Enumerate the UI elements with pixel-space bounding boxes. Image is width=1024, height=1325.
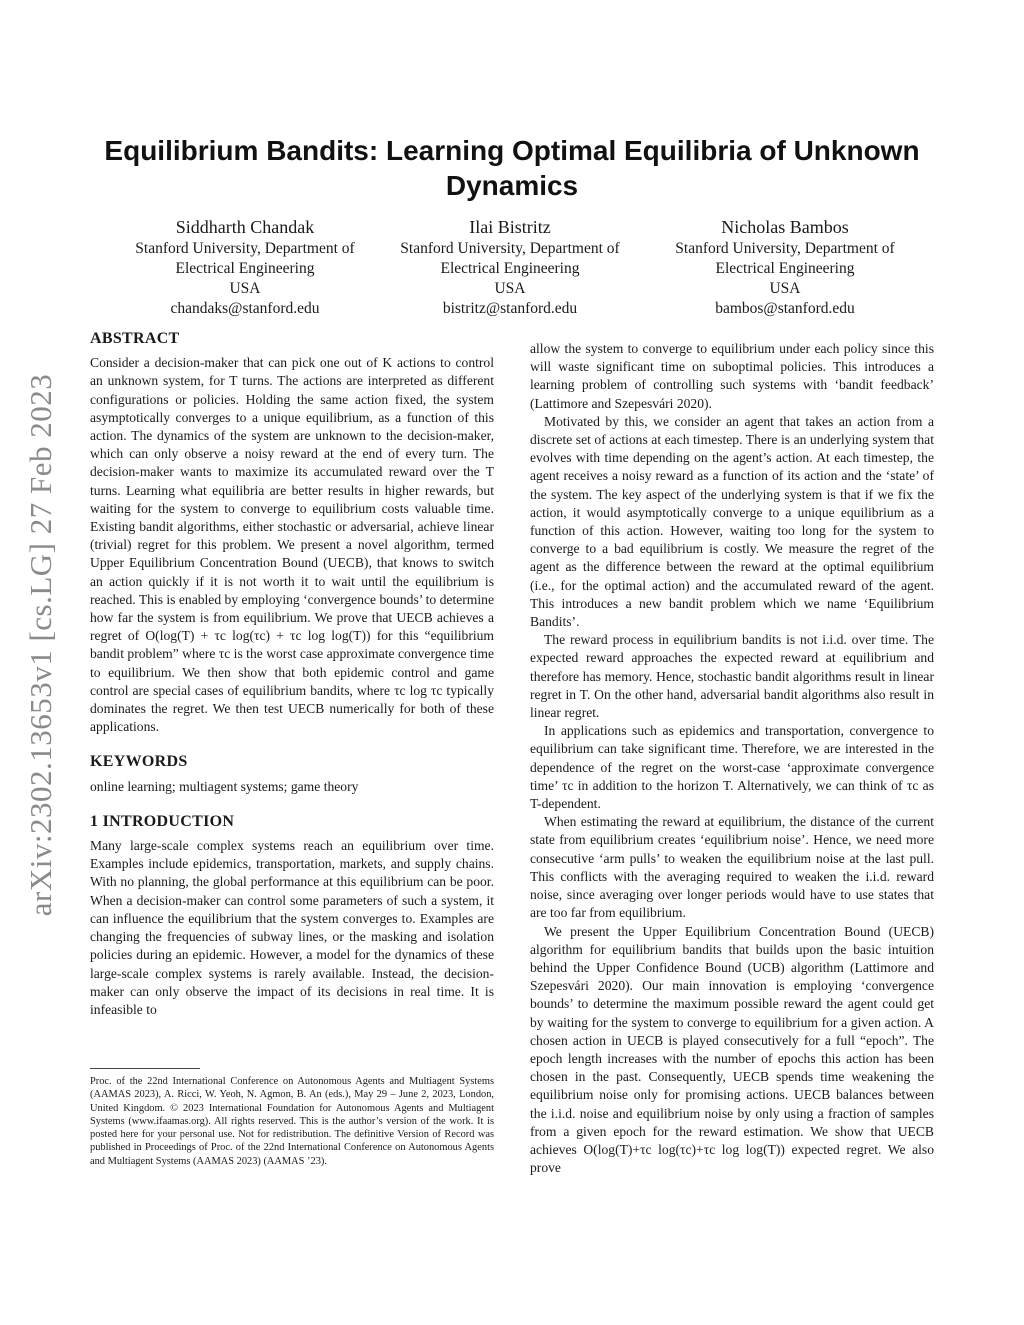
author-affiliation: Stanford University, Department of Electrical Engineering <box>675 240 895 277</box>
intro-paragraph: allow the system to converge to equilibrium under each policy since this will waste significant time on suboptimal policies. This introduces a learning problem of controlling such systems with ‘bandit feedback’ (Lattimore and Szepesvári 2020). <box>530 341 934 411</box>
intro-paragraph: Many large-scale complex systems reach an equilibrium over time. Examples include epidemics, transportation, markets, and supply chains. With no planning, the global performance at this equilibrium can be poor. When a decision-maker can control some parameters of such a system, it can influence the equilibrium that the system converges to. Examples are changing the frequencies of subway lines, or the masking and isolation policies during an epidemic. However, a model for the dynamics of these large-scale complex systems is rarely available. Instead, the decision-maker can only observe the impact of its decisions in real time. It is infeasible to <box>90 838 494 1017</box>
arxiv-stamp-text: arXiv:2302.13653v1 [cs.LG] 27 Feb 2023 <box>23 373 58 917</box>
author-name: Nicholas Bambos <box>721 217 849 237</box>
arxiv-stamp <box>18 350 64 940</box>
introduction-heading: 1 INTRODUCTION <box>90 812 235 830</box>
paper-title: Equilibrium Bandits: Learning Optimal Equilibria of Unknown Dynamics <box>104 135 920 201</box>
right-column <box>530 340 934 1177</box>
intro-paragraph: Motivated by this, we consider an agent that takes an action from a discrete set of actions at each timestep. There is an underlying system that evolves with time depending on the agent’s action. At each timestep, the agent receives a noisy reward as a function of its action and the ‘state’ of the system. The key aspect of the underlying system is that if we fix the action, it would asymptotically converge to a unique equilibrium as a function of this action. However, waiting too long for the system to converge to a bad equilibrium is costly. We measure the regret of the agent as the difference between the reward at the optimal equilibrium (i.e., for the optimal action) and the accumulated reward of the agent. This introduces a new bandit problem which we name ‘Equilibrium Bandits’. <box>530 413 934 630</box>
left-column <box>90 330 494 1019</box>
author-country: USA <box>494 280 526 297</box>
author-email: chandaks@stanford.edu <box>170 300 320 317</box>
author-name: Ilai Bistritz <box>469 217 551 237</box>
abstract-heading: ABSTRACT <box>90 330 180 347</box>
intro-paragraph: The reward process in equilibrium bandits is not i.i.d. over time. The expected reward approaches the expected reward at equilibrium and therefore has memory. Hence, stochastic bandit algorithms result in linear regret in T. On the other hand, adversarial bandit algorithms also result in linear regret. <box>530 632 934 721</box>
abstract-text: Consider a decision-maker that can pick one out of K actions to control an unknown system, for T turns. The actions are interpreted as different configurations or policies. Holding the same action fixed, the system asymptotically converges to a unique equilibrium, as a function of this action. The dynamics of the system are unknown to the decision-maker, which can only observe a noisy reward at the end of every turn. The decision-maker wants to maximize its accumulated reward over the T turns. Learning what equilibria are better results in higher rewards, but waiting for the system to converge to equilibrium costs valuable time. Existing bandit algorithms, either stochastic or adversarial, achieve linear (trivial) regret for this problem. We present a novel algorithm, termed Upper Equilibrium Concentration Bound (UECB), that knows to switch an action quickly if it is not worth it to wait until the equilibrium is reached. This is enabled by employing ‘convergence bounds’ to determine how far the system is from equilibrium. We prove that UECB achieves a regret of O(log(T) + τc log(τc) + τc log log(T)) for this “equilibrium bandit problem” where τc is the worst case approximate convergence time to equilibrium. We then show that both epidemic control and game control are special cases of equilibrium bandits, where τc log τc typically dominates the regret. We then test UECB numerically for both of these applications. <box>90 355 494 735</box>
author-name: Siddharth Chandak <box>175 217 315 237</box>
author-affiliation: Stanford University, Department of Electrical Engineering <box>135 240 355 277</box>
author-country: USA <box>769 280 801 297</box>
author-email: bambos@stanford.edu <box>715 300 855 317</box>
intro-paragraph: We present the Upper Equilibrium Concentration Bound (UECB) algorithm for equilibrium bandits that builds upon the basic intuition behind the Upper Confidence Bound (UCB) algorithm (Lattimore and Szepesvári 2020). Our main innovation is employing ‘convergence bounds’ to determine the maximum possible reward the agent could get by waiting for the system to converge to equilibrium for a given action. A chosen action in UECB is played consecutively for a full “epoch”. The epoch length increases with the number of epochs this action has been chosen in the past. Consequently, UECB spends time weakening the equilibrium noise only for promising actions. UECB balances between the i.i.d. noise and equilibrium noise by only using a fraction of samples from a given epoch for the reward estimation. We show that UECB achieves O(log(T)+τc log(τc)+τc log log(T)) expected regret. We also prove <box>530 923 934 1176</box>
author-2 <box>375 215 645 319</box>
author-affiliation: Stanford University, Department of Electrical Engineering <box>400 240 620 277</box>
keywords-heading: KEYWORDS <box>90 753 188 771</box>
author-3 <box>650 215 920 319</box>
author-1 <box>110 215 380 319</box>
intro-paragraph: In applications such as epidemics and transportation, convergence to equilibrium can take significant time. Therefore, we are interested in the dependence of the regret on the worst-case ‘approximate convergence time’ τc in addition to the horizon T. Alternatively, we can think of τc as T-dependent. <box>530 723 934 812</box>
keywords-text: online learning; multiagent systems; game theory <box>90 778 359 794</box>
author-block <box>110 215 910 325</box>
footnote <box>90 1075 494 1168</box>
intro-paragraph: When estimating the reward at equilibrium, the distance of the current state from equilibrium creates ‘equilibrium noise’. Hence, we need more consecutive ‘arm pulls’ to weaken the equilibrium noise at the last pull. This conflicts with the averaging required to weaken the i.i.d. reward noise, since averaging over longer periods would have to use states that are too far from equilibrium. <box>530 814 934 921</box>
author-country: USA <box>229 280 261 297</box>
footnote-divider <box>90 1068 200 1069</box>
footnote-text: Proc. of the 22nd International Conference on Autonomous Agents and Multiagent Systems (AAMAS 2023), A. Ricci, W. Yeoh, N. Agmon, B. An (eds.), May 29 – June 2, 2023, London, United Kingdom. © 2023 International Foundation for Autonomous Agents and Multiagent Systems (www.ifaamas.org). All rights reserved. This is the author’s version of the work. It is posted here for your personal use. Not for redistribution. The definitive Version of Record was published in Proceedings of Proc. of the 22nd International Conference on Autonomous Agents and Multiagent Systems (AAMAS 2023) (AAMAS ’23). <box>90 1076 494 1167</box>
author-email: bistritz@stanford.edu <box>442 300 578 317</box>
